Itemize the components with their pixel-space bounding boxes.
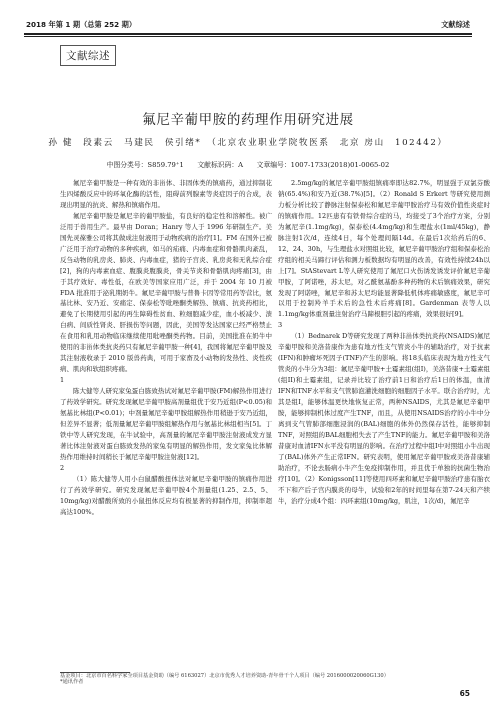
paragraph: 2.5mg/kg的氟尼辛葡甲胺组镇痛率即达82.7%，明显强于双氯芬酸钠(65.4%)和安乃近(38.7%)[5]。（2）Ronald S Erkert 等研究使用测力板分析比较了静脉注射保泰松和氟尼辛葡甲胺治疗马有效价值性炎症时的镇痛作用。12匹患有有铁骨综合症的马，均接受了3个治疗方案，分别为氟尼辛(1.1mg/kg)，保泰松(4.4mg/kg)和生理盐水(1ml/45kg)，静脉注射1次/d，连续4日，每个处理间隔14d。在最后1次给药后的6、12、24、30h，与生理盐水对照组比较，氟尼辛葡甲胺治疗组和保泰松治疗组的相关马蹄行评估和测力板数据均有明显的改善，有效性持续24h以上[7]。StAStevart L等人研究使用了氟尼口火伤诱发诱发评价氟尼辛葡甲胺，了阿诺唑，苏太尼，对乙酰氨基酚多种药物的术后镇痛效果，研究发现了阿诺唑，氟尼辛和苏太尼均能显著降低机体疼痛敏感度，氟尼辛可以用于控制羚羊手术后的急性术后疼痛[8]。Gardenman 表等人以1.1mg/kg体重剂量注射治疗马蹄根胆引起的疼痛，效果很好[9]。 (278, 179, 490, 319)
section-heading: 3 (278, 321, 283, 330)
page-number: 65 (459, 689, 470, 698)
classification-line: 中图分类号：S859.79⁺1 文献标识码：A 文章编号：1007-1733(2018)01-0065-02 (106, 161, 390, 169)
paragraph: 陈大健等人研究家兔蛋白胨致热试对氟尼辛葡甲胺(FM)解热作用进行了药效学研究。研究发现氟尼辛葡甲胺高剂量组优于安乃近组(P<0.05)和氨基比林组(P<0.01)；中剂量氟尼辛葡甲胺组解热作用稍逊于安乃近组，但差异不显著；低剂量氟尼辛葡甲胺组解热作用与氨基比林组相当[5]。丁铁中等人研究发现，在牛试验中，高剂量的氟尼辛葡甲胺注射液成发方显著比体注射液对蛋白胨致发热的家兔有明显的解热作用，发文家兔比体解热作用维持时间稍长于氟尼辛葡甲胺注射液[12]。 (60, 387, 272, 461)
paragraph: （1）陈大健等人用小白鼠醋酸扭体法对氟尼辛葡甲胺的镇痛作用进行了药效学研究。研究发现氟尼辛葡甲胺4个剂量组(1.25、2.5、5、10mg/kg)对醋酸所致的小鼠扭体反应均有极显著的抑制作用，抑制率超高达100%。 (60, 474, 272, 516)
author-line: 孙 健 段素云 马建民 侯引绪* （北京农业职业学院牧医系 北京 房山 102442） (48, 138, 448, 148)
right-column (278, 178, 490, 507)
fund-note: 基金项目：北京市百名科学家全项目基金资助（编号 6163027）北京市优秀人才培养资助-青年骨干个人项目（编号 2016000020060G130） (60, 673, 389, 679)
footnote (60, 673, 440, 686)
paragraph: 氟尼辛葡甲胺是氟尼辛的葡甲胺盐，有良好的稳定性和溶解性。被广泛用于兽用生产。最早由 Doran；Hanry 等人于 1996 年研制生产。美国先灵葆雅公司将其做成注射液用于动物疾病的治疗[1]。FM 在国外已被广泛用于治疗动物的多种疾病，如马的疝痛、内毒血症和骨骼肌肉紊乱，反刍动物的乳房炎、肺炎、内毒血症，猪的子宫炎、乳房炎和无乳综合症[2]，狗的内毒素血症、腹膜炎腹膜炎，骨关节炎和骨骼肌肉疼痛[3]，由于其疗效好、毒性低，在欧美等国家应用广泛，并于 2004 年 10 月被 FDA 批准用于泌乳期奶牛。氟尼辛葡甲胺与普鲁卡因等常用药等营比，氨基比林、安乃近、安痛定、保泰松等吡唑酮类解热、镇痛、抗炎药相比，避免了长期使用引起的再生障碍性贫血、粒细胞减少症，血小板减少、溃白病、间质性肾炎、肝损伤等问题，因此，美国等发达国家已经严格禁止在食用和乳用动物临床继续使用吡唑酮类药物。目前，美国批准在奶牛中使用的非甾体类抗炎药只有氟尼辛葡甲胺一种[4]，我国将氟尼辛葡甲胺及其注射液收录于 2010 版兽药典，可用于家畜及小动物的发热性、炎性疾病、肌肉和软组织疼痛。 (60, 211, 272, 374)
paragraph: （1）Bednarek D等研究发现了两种非甾体类抗炎药(NSAIDS)氟尼辛葡甲胺和美洛昔康作为患有地方性支气管炎小牛的辅助治疗，对于抗素(IFN)和肿瘤坏死因子(TNF)产生的影响。将18头临床表现为地方性支气管炎的小牛分为3组：氟尼辛葡甲胺+土霉素组(组I)，美洛昔康+土霉素组(组II)和土霉素组，记录并比较了治疗前1日和治疗后1日的体温，血清IFN和TNF水平和支气管肺泡灌洗细胞的细胞因子水平。联合治疗时，尤其是组I，能够体温更快地恢复正常，两种NSAIDS，尤其是氟尼辛葡甲胺，能够抑制机体过度产生TNF，而且，从使用NSAIDS治疗的小牛中分离到支气管肺部细胞浸润的(BAL)细胞的体外仍然保存活性，能够抑制TNF，对照组的BAL细胞相失去了产生TNF的能力。氟尼辛葡甲胺和美洛昔康对血清IFN水平没有明显的影响。在治疗过程中组I中对照组小牛出现了(BAL)体外产生正常IFN。研究表明，使用氟尼辛葡甲胺或美洛昔康辅助治疗，不论去肠病小牛产生免疫抑制作用，并且优于单独的抗菌生物治疗[10]。（2）Konigsson[11]等使用四环素和氟尼辛葡甲胺治疗患有胎衣不下和产后子宫内膜炎的母牛，试验和2年的时间里每在第7-24天和产犊牛，治疗分成4个组：四环素组(10mg/kg，肌注，1次/d)，氟尼辛 (278, 332, 490, 505)
section-heading: 2 (60, 463, 65, 472)
header-section-label: 文献综述 (441, 20, 470, 29)
paragraph: 氟尼辛葡甲胺是一种有效的非甾体、非固体类的镇痛药，通过抑制花生四烯酸反应中的环氧化酶的活性，阻碍前列腺素等炎症因子的合成，表现出明显的抗炎、解热和镇痛作用。 (60, 179, 272, 209)
header-rule-thin (24, 36, 472, 37)
section-tag: 文献综述 (60, 45, 116, 66)
article-title: 氟尼辛葡甲胺的药理作用研究进展 (142, 112, 354, 128)
left-column (60, 178, 272, 518)
running-header (24, 17, 472, 31)
corresponding-author-note: *通讯作者 (60, 679, 84, 686)
section-heading: 1 (60, 376, 65, 385)
issue-info: 2018 年第 1 期（总第 252 期） (26, 20, 137, 29)
header-rule-thick (24, 33, 472, 35)
